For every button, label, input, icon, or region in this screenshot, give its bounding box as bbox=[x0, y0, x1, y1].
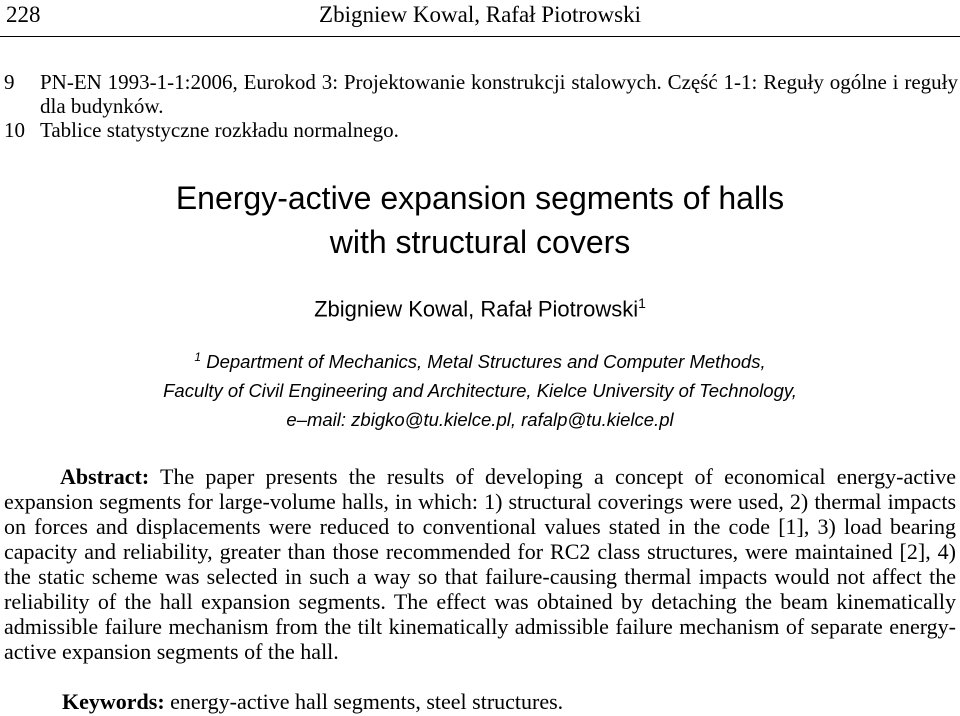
paper-title-line2: with structural covers bbox=[329, 224, 631, 260]
reference-item bbox=[4, 118, 958, 142]
authors bbox=[0, 283, 960, 329]
paper-title bbox=[0, 176, 960, 264]
affiliation bbox=[0, 343, 960, 434]
author-names: Zbigniew Kowal, Rafał Piotrowski bbox=[314, 296, 639, 322]
affiliation-department: Department of Mechanics, Metal Structures and Computer Methods, bbox=[206, 351, 766, 373]
abstract bbox=[4, 464, 956, 664]
affiliation-line1 bbox=[0, 343, 960, 376]
keywords-label: Keywords: bbox=[62, 689, 165, 714]
keywords-text: energy-active hall segments, steel structures. bbox=[170, 689, 564, 714]
reference-text: Tablice statystyczne rozkładu normalnego. bbox=[40, 118, 399, 142]
reference-number: 10 bbox=[4, 118, 25, 142]
reference-item bbox=[4, 70, 958, 118]
author-affiliation-mark: 1 bbox=[638, 295, 646, 311]
paper-title-line1: Energy-active expansion segments of halls bbox=[175, 180, 785, 216]
page-header bbox=[0, 0, 960, 37]
reference-number: 9 bbox=[4, 70, 15, 94]
abstract-label: Abstract: bbox=[60, 464, 150, 489]
abstract-text: The paper presents the results of developing a concept of economical energy-active expansion segments for large-volume halls, in which: 1) structural coverings were used, 2) thermal impacts on forces and displacements were reduced to conventional values stated in the code [1], 3) load bearing capacity and reliability, greater than those recommended for RC2 class structures, were maintained [2], 4) the static scheme was selected in such a way so that failure-causing thermal impacts would not affect the reliability of the hall expansion segments. The effect was obtained by detaching the beam kinematically admissible failure mechanism from the tilt kinematically admissible failure mechanism of separate energy-active expansion segments of the hall. bbox=[4, 464, 956, 664]
keywords bbox=[62, 689, 563, 714]
page-number: 228 bbox=[6, 2, 41, 27]
affiliation-mark: 1 bbox=[194, 350, 202, 364]
affiliation-email: e–mail: zbigko@tu.kielce.pl, rafalp@tu.kielce.pl bbox=[286, 409, 674, 431]
running-head: Zbigniew Kowal, Rafał Piotrowski bbox=[319, 2, 641, 27]
affiliation-line2: Faculty of Civil Engineering and Architecture, Kielce University of Technology, bbox=[163, 380, 797, 402]
reference-text: PN-EN 1993-1-1:2006, Eurokod 3: Projektowanie konstrukcji stalowych. Część 1-1: Reguły ogólne i reguły dla budynków. bbox=[40, 70, 958, 118]
